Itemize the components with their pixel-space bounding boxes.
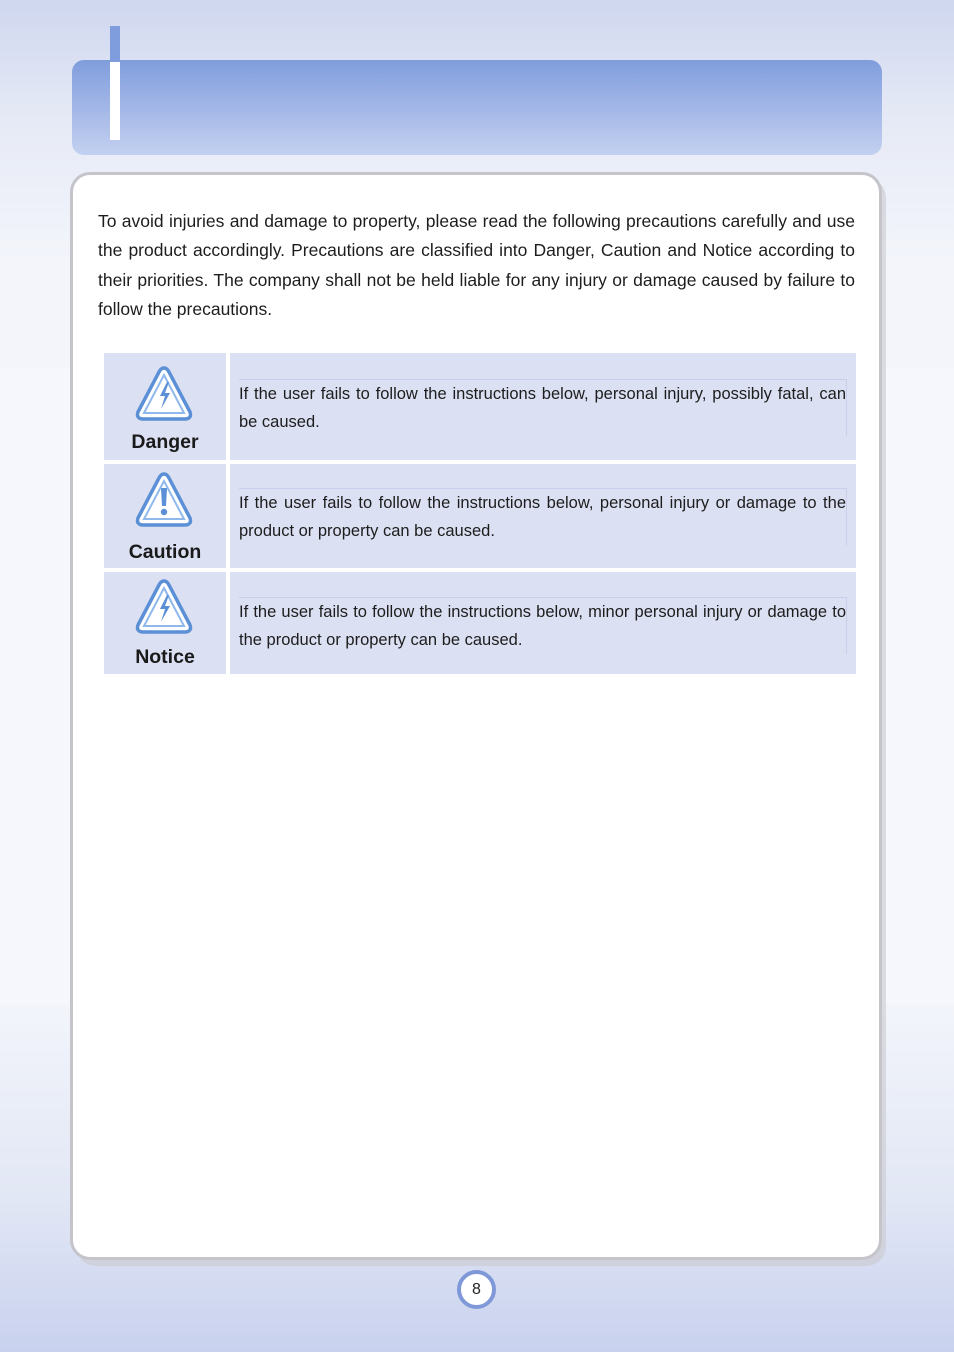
precaution-label-cell [104,464,226,568]
precaution-label: Caution [128,541,202,563]
precaution-label: Notice [135,646,195,668]
precaution-text: If the user fails to follow the instructions below, personal injury, possibly fatal, can be caused. [239,379,847,436]
precaution-label-cell [104,572,226,674]
precaution-row-caution [104,464,856,568]
precaution-text-cell [230,353,856,460]
content-card [70,172,882,1260]
header-accent-bar-top [110,26,120,62]
exclamation-warning-icon [133,469,195,531]
precaution-text: If the user fails to follow the instructions below, minor personal injury or damage to the product or property can be caused. [239,597,847,654]
lightning-warning-icon [133,363,195,425]
lightning-warning-icon [133,576,195,638]
precaution-row-notice [104,572,856,674]
header-accent-bar [110,62,120,140]
page-number: 8 [457,1270,496,1309]
precaution-label: Danger [131,431,199,453]
precaution-text-cell [230,464,856,568]
precaution-row-danger [104,353,856,460]
intro-paragraph: To avoid injuries and damage to property, please read the following precautions carefully and use the product accordingly. Precautions are classified into Danger, Caution and Notice according to their priorities. The company shall not be held liable for any injury or damage caused by failure to follow the precautions. [98,211,855,320]
precaution-text: If the user fails to follow the instructions below, personal injury or damage to the product or property can be caused. [239,488,847,545]
precaution-text-cell [230,572,856,674]
precaution-label-cell [104,353,226,460]
header-banner [72,60,882,155]
